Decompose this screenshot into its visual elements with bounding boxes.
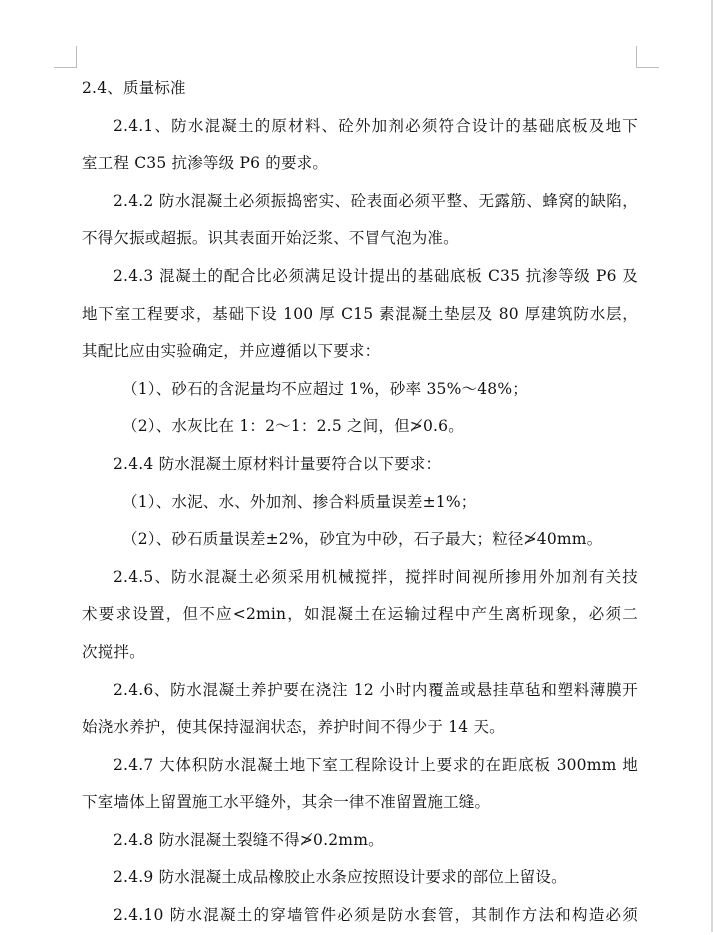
paragraph-2-4-5-line-1: 2.4.5、防水混凝土必须采用机械搅拌，搅拌时间视所掺用外加剂有关技 bbox=[113, 567, 638, 586]
paragraph-2-4-4-item-2: （2）、砂石质量误差±2%，砂宜为中砂，石子最大；粒径≯40mm。 bbox=[122, 530, 603, 549]
paragraph-2-4-6-line-1: 2.4.6、防水混凝土养护要在浇注 12 小时内覆盖或悬挂草毡和塑料薄膜开 bbox=[113, 680, 638, 699]
paragraph-2-4-7-line-2: 下室墙体上留置施工水平缝外，其余一律不准留置施工缝。 bbox=[82, 793, 491, 812]
document-body bbox=[82, 70, 638, 935]
paragraph-2-4-6-line-2: 始浇水养护，使其保持湿润状态，养护时间不得少于 14 天。 bbox=[82, 718, 505, 737]
paragraph-2-4-7-line-1: 2.4.7 大体积防水混凝土地下室工程除设计上要求的在距底板 300mm 地 bbox=[113, 755, 638, 774]
paragraph-2-4-5-line-2: 术要求设置，但不应<2min，如混凝土在运输过程中产生离析现象，必须二 bbox=[82, 605, 638, 624]
paragraph-2-4-3-line-2: 地下室工程要求，基础下设 100 厚 C15 素混凝土垫层及 80 厚建筑防水层， bbox=[82, 304, 638, 323]
paragraph-2-4-10-line-1: 2.4.10 防水混凝土的穿墙管件必须是防水套管，其制作方法和构造必须 bbox=[113, 906, 638, 925]
paragraph-2-4-1-line-1: 2.4.1、防水混凝土的原材料、砼外加剂必须符合设计的基础底板及地下 bbox=[113, 116, 638, 135]
paragraph-2-4-8-line-1: 2.4.8 防水混凝土裂缝不得≯0.2mm。 bbox=[113, 830, 384, 849]
paragraph-2-4-3-line-3: 其配比应由实验确定，并应遵循以下要求： bbox=[82, 342, 381, 361]
paragraph-2-4-2-line-1: 2.4.2 防水混凝土必须振捣密实、砼表面必须平整、无露筋、蜂窝的缺陷， bbox=[113, 191, 638, 210]
paragraph-2-4-9-line-1: 2.4.9 防水混凝土成品橡胶止水条应按照设计要求的部位上留设。 bbox=[113, 868, 567, 887]
paragraph-2-4-2-line-2: 不得欠振或超振。识其表面开始泛浆、不冒气泡为准。 bbox=[82, 229, 459, 248]
paragraph-2-4-3-item-1: （1）、砂石的含泥量均不应超过 1%，砂率 35%～48%； bbox=[122, 379, 528, 398]
paragraph-2-4-3-line-1: 2.4.3 混凝土的配合比必须满足设计提出的基础底板 C35 抗渗等级 P6 及 bbox=[113, 266, 638, 285]
paragraph-2-4-5-line-3: 次搅拌。 bbox=[82, 642, 145, 661]
paragraph-2-4-4-item-1: （1）、水泥、水、外加剂、掺合料质量误差±1%； bbox=[122, 492, 477, 511]
paragraph-2-4-1-line-2: 室工程 C35 抗渗等级 P6 的要求。 bbox=[82, 154, 329, 173]
section-heading: 2.4、质量标准 bbox=[82, 79, 186, 97]
margin-corner-mark-top-right bbox=[636, 46, 637, 68]
paragraph-2-4-4-line-1: 2.4.4 防水混凝土原材料计量要符合以下要求： bbox=[113, 454, 442, 473]
margin-corner-mark-top-left bbox=[76, 46, 77, 68]
paragraph-2-4-3-item-2: （2）、水灰比在 1：2～1：2.5 之间，但≯0.6。 bbox=[122, 417, 464, 436]
margin-corner-mark-top-left-h bbox=[54, 67, 76, 68]
margin-corner-mark-top-right-h bbox=[637, 67, 659, 68]
